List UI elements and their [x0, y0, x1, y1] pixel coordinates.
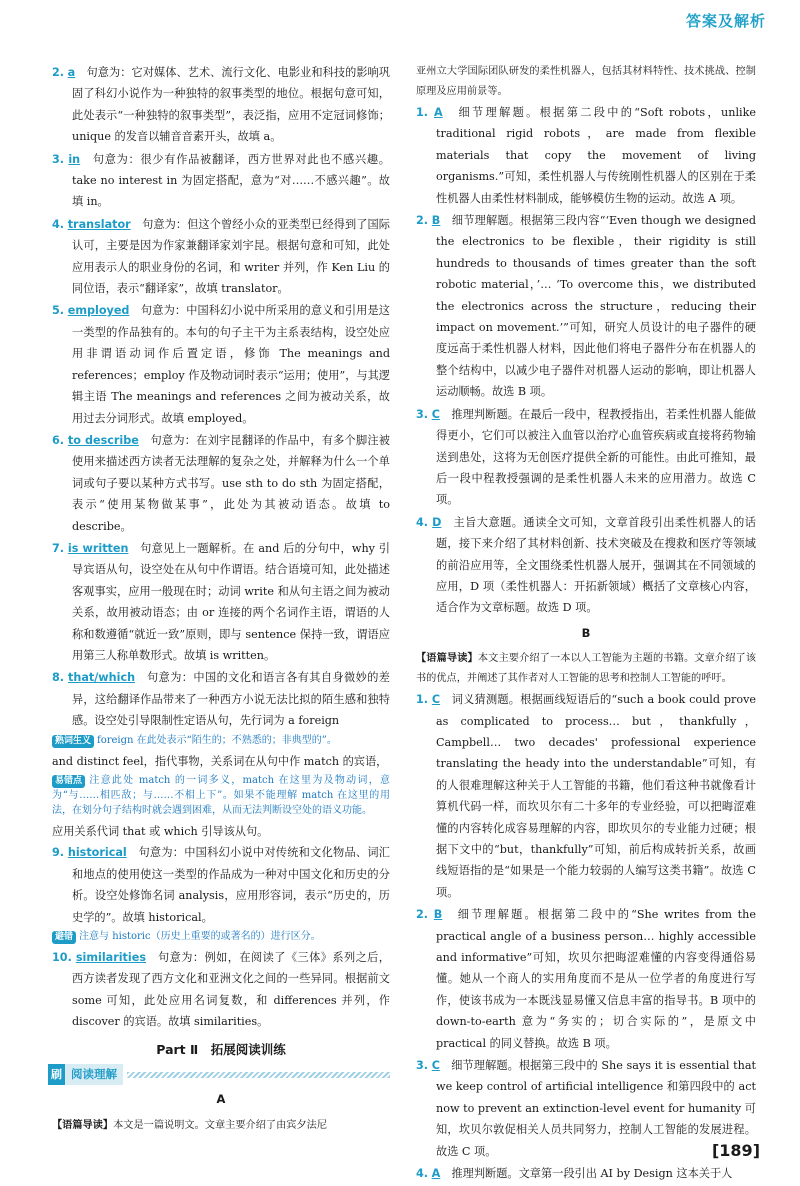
- item-explanation: 句意为：很少有作品被翻译，西方世界对此也不感兴趣。take no interest in 为固定搭配，意为“对……不感兴趣”。故填 in。: [72, 152, 390, 209]
- answer-item: [52, 538, 390, 666]
- item-answer: similarities: [75, 951, 146, 965]
- note-tag: 易错点: [52, 775, 85, 788]
- item-number: 1.: [416, 106, 429, 119]
- item-number: 9.: [52, 846, 65, 860]
- item-answer: C: [431, 407, 440, 421]
- answer-item: [416, 102, 756, 209]
- item-answer: D: [432, 515, 442, 529]
- answer-item: [52, 62, 390, 148]
- item-number: 10.: [52, 951, 72, 965]
- item-explanation: 句意为：中国科幻小说中对传统和文化物品、词汇和地点的使用使这一类型的作品成为一种对中国文化和历史的分析。设空处修饰名词 analysis，应用形容词，表示“历史的，历史学的”。故填 historical。: [72, 846, 390, 924]
- error-prone-note: 易错点 注意此处 match 的一词多义，match 在这里为及物动词，意为“与……相匹敌；与……不相上下”。如果不能理解 match 在这里的用法，在划分句子结构时就会遇到困难，从而无法判断设空处的语义功能。: [52, 775, 390, 816]
- item-explanation: 句意为：例如，在阅读了《三体》系列之后，西方读者发现了西方文化和亚洲文化之间的一些异同。根据前文 some 可知，此处应用名词复数，和 differences 并列，作 discover 的宾语。故填 similarities。: [72, 951, 390, 1029]
- item-number: 8.: [52, 671, 65, 685]
- passage-letter: A: [216, 1092, 226, 1107]
- note-tag: 熟词生义: [52, 735, 94, 748]
- item-answer: historical: [67, 846, 127, 860]
- vocabulary-note: 熟词生义 foreign 在此处表示“陌生的；不熟悉的；非典型的”。: [52, 733, 390, 748]
- item-answer: B: [433, 908, 443, 922]
- item-number: 2.: [416, 214, 429, 228]
- item-explanation: 句意为：中国的文化和语言各有其自身微妙的差异，这给翻译作品带来了一种西方小说无法比拟的陌生感和独特感。设空处引导限制性定语从句，先行词为 a foreign: [72, 671, 390, 728]
- passage-guide: 【语篇导读】本文是一篇说明文。文章主要介绍了由宾夕法尼: [52, 1118, 328, 1131]
- item-explanation: 细节理解题。根据第三段内容“‘Even though we designed the electronics to be flexible，their rigidity is still hundreds to thousands of times greater than the soft robotic material，’… ‘To overcome this，we distributed the electronics across the structure，reducing their impact on movement.’”可知，研究人员设计的电子器件的硬度远高于柔性机器人材料，因此他们将电子器件分布在机器人的整个结构中，以减少电子器件对机器人运动的影响，即让机器人运动顺畅。故选 B 项。: [436, 214, 756, 399]
- answer-item: [52, 667, 390, 731]
- answer-item: [416, 210, 756, 403]
- answer-item: [416, 1163, 756, 1184]
- passage-guide-continued: 亚州立大学国际团队研发的柔性机器人，包括其材料特性、技术挑战、控制原理及应用前景等。: [416, 66, 756, 97]
- item-number: 3.: [416, 407, 429, 421]
- answer-item: [416, 1055, 756, 1162]
- item-explanation: 细节理解题。根据第三段中的 She says it is essential that we keep control of artificial intelligence 和第四段中的 act now to prevent an extinction-level event for humanity 可知，坎贝尔敦促相关人员共同努力，控制人工智能的发展进程。故选 C 项。: [436, 1059, 756, 1158]
- item-number: 3.: [52, 152, 65, 166]
- answer-item: [416, 404, 756, 511]
- item-answer: to describe: [67, 433, 139, 447]
- right-column: [416, 62, 756, 1186]
- item-answer: employed: [67, 304, 130, 318]
- item-explanation: 词义猜测题。根据画线短语后的“such a book could prove as complicated to process… but，thankfully，Campbell… two decades' professional experience translating the heady into the understandable”可知，有的人很难理解这种关于人工智能的书籍，他们看这种书就像看计算机代码一样，而坎贝尔有二十多年的专业经验，可以把晦涩难懂的内容转化成容易理解的内容，即坎贝尔的专业能力过硬；根据下文中的“but，thankfully”可知，前后构成转折关系，故画线短语指的是“如果是一个能力较弱的人编写这类书籍”。故选 C 项。: [436, 693, 757, 899]
- page-number: [189]: [711, 1141, 760, 1160]
- banner-stripe: [127, 1072, 390, 1078]
- item-explanation: 句意为：它对媒体、艺术、流行文化、电影业和科技的影响巩固了科幻小说作为一种独特的叙事类型的地位。根据句意可知，此处表示“一种独特的叙事类型”，表泛指，应用不定冠词修饰；unique 的发音以辅音音素开头，故填 a。: [72, 66, 390, 144]
- passage-letter: B: [581, 625, 591, 640]
- item-explanation: 推理判断题。文章第一段引出 AI by Design 这本关于人: [451, 1167, 733, 1181]
- continuation-text: 应用关系代词 that 或 which 引导该从句。: [52, 825, 269, 838]
- item-explanation: 句意为：中国科幻小说中所采用的意义和引用是这一类型的作品独有的。本句的句子主干为主系表结构，设空处应用非谓语动词作后置定语，修饰 The meanings and references；employ 作及物动词时表示“运用；使用”，与其逻辑主语 The meanings and references 之间为被动关系，故用过去分词形式。故填 employed。: [72, 304, 390, 425]
- item-number: 6.: [52, 433, 65, 447]
- answer-item: [52, 430, 390, 537]
- item-explanation: 推理判断题。在最后一段中，程教授指出，若柔性机器人能做得更小，它们可以被注入血管以治疗心血管疾病或直接将药物输送到患处，这将为无创医疗提供全新的可能性。由此可推知，最后一段中程教授强调的是柔性机器人未来的应用潜力。故选 C 项。: [436, 407, 756, 507]
- item-answer: that/which: [68, 671, 136, 685]
- answer-item: [52, 149, 390, 213]
- item-answer: a: [67, 66, 76, 79]
- item-answer: A: [433, 106, 443, 119]
- left-column: [52, 62, 390, 1136]
- item-number: 2.: [52, 66, 65, 79]
- answer-item: [416, 512, 756, 619]
- answer-item: [416, 689, 756, 903]
- item-number: 5.: [52, 304, 65, 318]
- item-number: 7.: [52, 541, 65, 555]
- banner-label: 阅读理解: [65, 1064, 123, 1085]
- answer-item: [52, 947, 390, 1033]
- item-number: 2.: [416, 908, 429, 922]
- item-number: 4.: [52, 217, 65, 231]
- answer-item: [416, 904, 756, 1054]
- answer-item: [52, 214, 390, 300]
- continuation-text: and distinct feel，指代事物，关系词在从句中作 match 的宾语，: [52, 754, 388, 768]
- item-answer: A: [431, 1167, 441, 1181]
- note-tag: 避错: [52, 931, 76, 944]
- item-answer: C: [431, 1059, 440, 1073]
- item-explanation: 句意为：在刘宇昆翻译的作品中，有多个脚注被使用来描述西方读者无法理解的复杂之处，并解释为什么一个单词或句子要以某种方式书写。use sth to do sth 为固定搭配，表示“使用某物做某事”，此处为其被动语态。故填 to describe。: [72, 433, 390, 533]
- banner-tag: 刷: [48, 1064, 65, 1085]
- answer-item: [52, 842, 390, 928]
- item-explanation: 主旨大意题。通读全文可知，文章首段引出柔性机器人的话题，接下来介绍了其材料创新、技术突破及在搜救和医疗等领域的前沿应用等，全文围绕柔性机器人展开，强调其在不同领域的应用，D 项（柔性机器人：开拓新领域）概括了文章核心内容，适合作为文章标题。故选 D 项。: [436, 515, 756, 615]
- item-number: 3.: [416, 1059, 429, 1073]
- item-number: 4.: [416, 515, 429, 529]
- item-answer: C: [431, 693, 441, 707]
- item-explanation: 细节理解题。根据第二段中的“She writes from the practical angle of a business person… highly accessible and informative”可知，坎贝尔把晦涩难懂的内容变得通俗易懂。她从一个商人的实用角度而不是从一位学者的角度进行写作，使该书成为一本既浅显易懂又信息丰富的指导书。B 项中的 down-to-earth 意为“务实的；切合实际的”，是原文中 practical 的同义替换。故选 B 项。: [436, 908, 756, 1050]
- part-title: Part Ⅱ 拓展阅读训练: [156, 1041, 286, 1057]
- item-answer: in: [68, 152, 81, 166]
- passage-guide: 【语篇导读】本文主要介绍了一本以人工智能为主题的书籍。文章介绍了该书的优点，并阐述了其作者对人工智能的思考和控制人工智能的呼吁。: [416, 652, 757, 685]
- item-number: 1.: [416, 693, 429, 707]
- answer-item: [52, 300, 390, 428]
- item-answer: B: [431, 214, 441, 228]
- item-answer: is written: [67, 541, 129, 555]
- item-explanation: 句意见上一题解析。在 and 后的分句中，why 引导宾语从句，设空处在从句中作谓语。结合语境可知，此处描述客观事实，应用一般现在时；动词 write 和从句主语之间为被动关系，故用被动语态；由 or 连接的两个名词作主语，谓语的人称和数遵循“就近一致”原则，即与 sentence 保持一致，谓语应用第三人称单数形式。故填 is written。: [72, 541, 390, 662]
- avoid-error-note: 避错 注意与 historic（历史上重要的或著名的）进行区分。: [52, 929, 390, 944]
- item-explanation: 句意为：但这个曾经小众的亚类型已经得到了国际认可，主要是因为作家兼翻译家刘宇昆。根据句意和可知，此处应用表示人的职业身份的名词，和 writer 并列，作 Ken Liu 的同位语，表示“翻译家”，故填 translator。: [72, 217, 390, 296]
- item-explanation: 细节理解题。根据第二段中的“Soft robots，unlike traditional rigid robots，are made from flexible materials that copy the movement of living organisms.”可知，柔性机器人与传统刚性机器人的区别在于柔性机器人由柔性材料制成，能够模仿生物的运动。故选 A 项。: [436, 106, 757, 205]
- reading-banner: [48, 1064, 390, 1085]
- item-answer: translator: [67, 217, 131, 231]
- item-number: 4.: [416, 1167, 429, 1181]
- section-header-title: 答案及解析: [685, 12, 766, 30]
